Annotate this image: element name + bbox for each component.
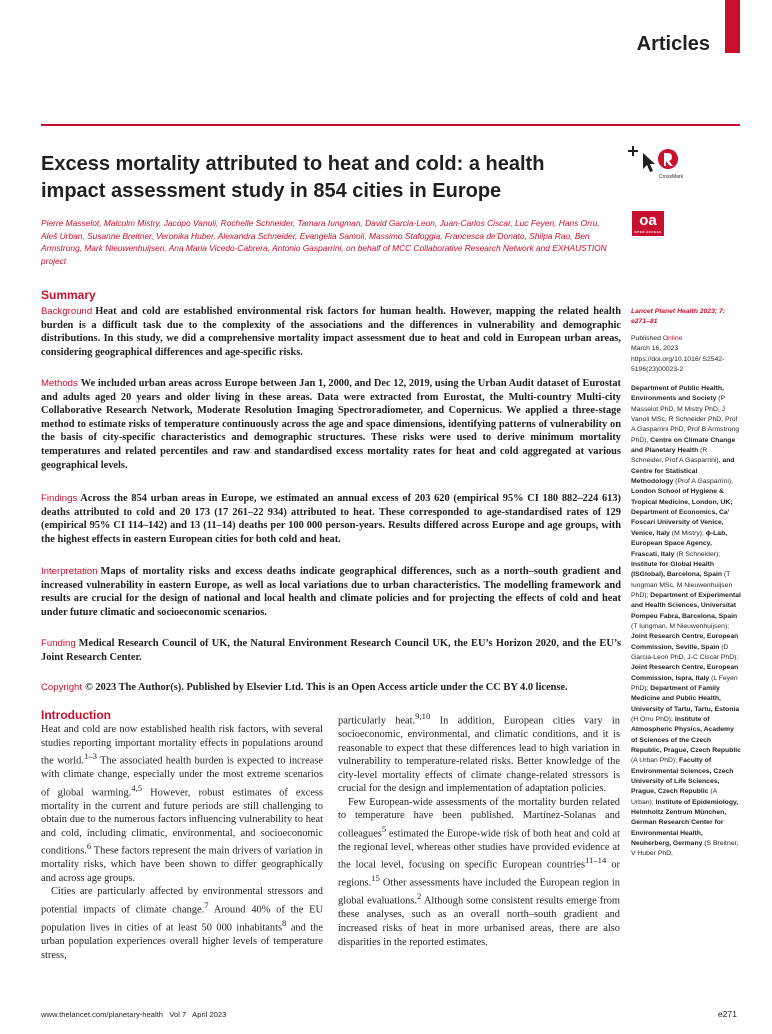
abstract-interpretation bbox=[41, 565, 621, 619]
published-online: Published Online bbox=[631, 335, 683, 342]
doi-link[interactable]: https://doi.org/10.1016/ S2542-5196(23)00023-2 bbox=[631, 355, 725, 374]
intro-column-right bbox=[338, 710, 620, 949]
abstract-background bbox=[41, 305, 621, 359]
crossmark-label: CrossMark bbox=[658, 174, 684, 180]
intro-paragraph-4: Few European-wide assessments of the mortality burden related to temperature have been published. Martínez-Solanas and colleagues$^5$ estimated the Europe-wide risk of both heat and cold at the regional level, whereas other studies have provided evidence at the local level, focusing on specific European countries$^{11-14}$ or regions.$^{15}$ Other assessments have included the European region in global evaluations.$^2$ Although some consistent results emerge from these analyses, such as an overall north–south gradient and increased risks of heat in more urbanised areas, there are also disparities in the reported estimates. bbox=[338, 796, 621, 948]
abstract-funding bbox=[41, 637, 621, 664]
findings-text: Across the 854 urban areas in Europe, we estimated an annual excess of 203 620 (empirical 95% CI 180 882–224 613) deaths attributed to cold and 20 173 (17 261–22 934) attributed to heat. These corresponded to age-standardised rates of 129 (empirical 95% CI 114–142) and 13 (11–14) deaths per 100 000 person-years. Results differed across Europe and age groups, with the highest effects in eastern European cities for both cold and heat. bbox=[41, 493, 621, 545]
copyright-text: © 2023 The Author(s). Published by Elsevier Ltd. This is an Open Access article under the CC BY 4.0 license. bbox=[85, 682, 568, 693]
intro-paragraph-3: particularly heat.$^{9,10}$ In addition, European cities vary in socioeconomic, environmental, and climatic conditions, and it is reasonable to expect that these differences lead to high variation in vulnerability to temperature-related risks. Better knowledge of the city-level mortality effects of climate change-related stressors is crucial for the design and implementation of adaptation policies. bbox=[338, 711, 621, 795]
intro-column-left bbox=[41, 723, 323, 962]
summary-heading: Summary bbox=[41, 288, 96, 302]
journal-citation: Lancet Planet Health 2023; 7: e271–81 bbox=[631, 308, 726, 326]
intro-paragraph-1: Heat and cold are now established health risk factors, with several studies reporting important mortality effects in populations around the world.$^{1-3}$ The associated health burden is expected to increase with climate change, especially under the most extreme scenarios of global warming.$^{4,5}$ However, robust estimates of excess mortality in the current and future periods are still challenging to obtain due to the numerous factors influencing vulnerability to heat and cold, including climatic, environmental, and socioeconomic conditions.$^6$ These factors represent the main drivers of variation in mortality risks, which have been shown to differ geographically and across age groups. bbox=[41, 724, 324, 884]
publication-date: March 16, 2023 bbox=[631, 345, 679, 353]
section-color-tab bbox=[725, 0, 740, 53]
sidebar-publication bbox=[631, 334, 741, 375]
page-number: e271 bbox=[717, 1009, 737, 1019]
article-title: Excess mortality attributed to heat and cold: a health impact assessment study in 854 cities in Europe bbox=[41, 153, 545, 202]
author-list: Pierre Masselot, Malcolm Mistry, Jacopo Vanoli, Rochelle Schneider, Tamara Iungman, David Garcia-Leon, Juan-Carlos Ciscar, Luc Feyen, Hans Orru, Aleš Urban, Susanne Breitner, Veronika Huber, Alexandra Schneider, Evangelia Samoli, Massimo Stafoggia, Francesca de’Donato, Shilpa Rao, Ben Armstrong, Mark Nieuwenhuijsen, Ana Maria Vicedo-Cabrera, Antonio Gasparrini, on behalf of MCC Collaborative Research Network and EXHAUSTION project bbox=[41, 218, 607, 266]
section-label: Articles bbox=[636, 33, 710, 55]
oa-sub-text: OPEN ACCESS bbox=[634, 230, 662, 234]
funding-label: Funding bbox=[41, 638, 76, 649]
intro-paragraph-2: Cities are particularly affected by environmental stressors and potential impacts of climate change.$^7$ Around 40% of the EU population lives in cities of at least 50 000 inhabitants$^8$ and the urban population experiences overall higher levels of temperature stress, bbox=[41, 886, 323, 961]
page-footer bbox=[41, 1010, 226, 1019]
open-access-badge bbox=[632, 211, 664, 236]
findings-label: Findings bbox=[41, 493, 78, 504]
abstract-methods bbox=[41, 377, 621, 472]
footer-month: April 2023 bbox=[192, 1010, 227, 1019]
copyright-label: Copyright bbox=[41, 682, 83, 693]
sidebar-affiliations: Department of Public Health, Environments and Society (P Masselot PhD, M Mistry PhD, J Vanoli MSc, R Schneider PhD, Prof A Gasparrini PhD, Prof B Armstrong PhD), Centre on Climate Change and Planetary Health (R Schneider, Prof A Gasparrini), and Centre for Statistical Methodology (Prof A Gasparrini), London School of Hygiene & Tropical Medicine, London, UK; Department of Economics, Ca’ Foscari University of Venice, Venice, Italy (M Mistry); ɸ-Lab, European Space Agency, Frascati, Italy (R Schneider); Institute for Global Health (ISGlobal), Barcelona, Spain (T Iungman MSc, M Nieuwenhuijsen PhD); Department of Experimental and Health Sciences, Universitat Pompeu Fabra, Barcelona, Spain (T Iungman, M Nieuwenhuijsen); Joint Research Centre, European Commission, Seville, Spain (D Garcia-Leon PhD, J-C Ciscar PhD); Joint Research Centre, European Commission, Ispra, Italy (L Feyen PhD); Department of Family Medicine and Public Health, University of Tartu, Tartu, Estonia (H Orru PhD); Institute of Atmospheric Physics, Academy of Sciences of the Czech Republic, Prague, Czech Republic (A Urban PhD); Faculty of Environmental Sciences, Czech University of Life Sciences, Prague, Czech Republic (A Urban); Institute of Epidemiology, Helmholtz Zentrum München, German Research Center for Environmental Health, Neuherberg, Germany (S Breitner, V Huber PhD, bbox=[631, 385, 741, 858]
crossmark-badge[interactable] bbox=[627, 145, 687, 187]
methods-text: We included urban areas across Europe between Jan 1, 2000, and Dec 12, 2019, using the Urban Audit dataset of Eurostat and adults aged 20 years and older living in these areas. Data were extracted from Eurostat, the Multi-country Multi-city Collaborative Research Network, Moderate Resolution Imaging Spectroradiometer, and Copernicus. We applied a three-stage method to estimate risks of temperature continuously across the age and space dimensions, identifying patterns of vulnerability on the basis of city-specific characteristics and demographic structures. These risks were used to derive minimum mortality temperatures and related percentiles and raw and standardised excess mortality rates for heat and cold aggregated at various geographical levels. bbox=[41, 378, 621, 471]
background-label: Background bbox=[41, 306, 93, 317]
abstract-copyright bbox=[41, 681, 621, 695]
crossmark-icon bbox=[627, 145, 687, 187]
introduction-heading: Introduction bbox=[41, 708, 111, 722]
abstract-findings bbox=[41, 492, 621, 546]
footer-volume: Vol 7 bbox=[169, 1010, 187, 1019]
background-text: Heat and cold are established environmental risk factors for human health. However, mapping the related health burden is a difficult task due to the complexity of the associations and the differences in vulnerability and demographic distributions. In this study, we did a comprehensive mortality impact assessment due to heat and cold in European urban areas, considering geographical differences and age-specific risks. bbox=[41, 306, 621, 358]
interpretation-text: Maps of mortality risks and excess deaths indicate geographical differences, such as a north–south gradient and increased vulnerability in eastern Europe, as well as local variations due to urban characteristics. The modelling framework and results are crucial for the design of national and local health and climate policies and for projecting the effects of cold and heat under future climatic and socioeconomic scenarios. bbox=[41, 566, 621, 618]
sidebar-citation bbox=[631, 307, 741, 328]
funding-text: Medical Research Council of UK, the Natural Environment Research Council UK, the EU’s Horizon 2020, and the EU’s Joint Research Center. bbox=[41, 638, 621, 663]
oa-logo-text: oa bbox=[639, 212, 657, 229]
interpretation-label: Interpretation bbox=[41, 566, 98, 577]
footer-url[interactable]: www.thelancet.com/planetary-health bbox=[41, 1010, 163, 1019]
methods-label: Methods bbox=[41, 378, 78, 389]
header-rule bbox=[41, 124, 740, 126]
